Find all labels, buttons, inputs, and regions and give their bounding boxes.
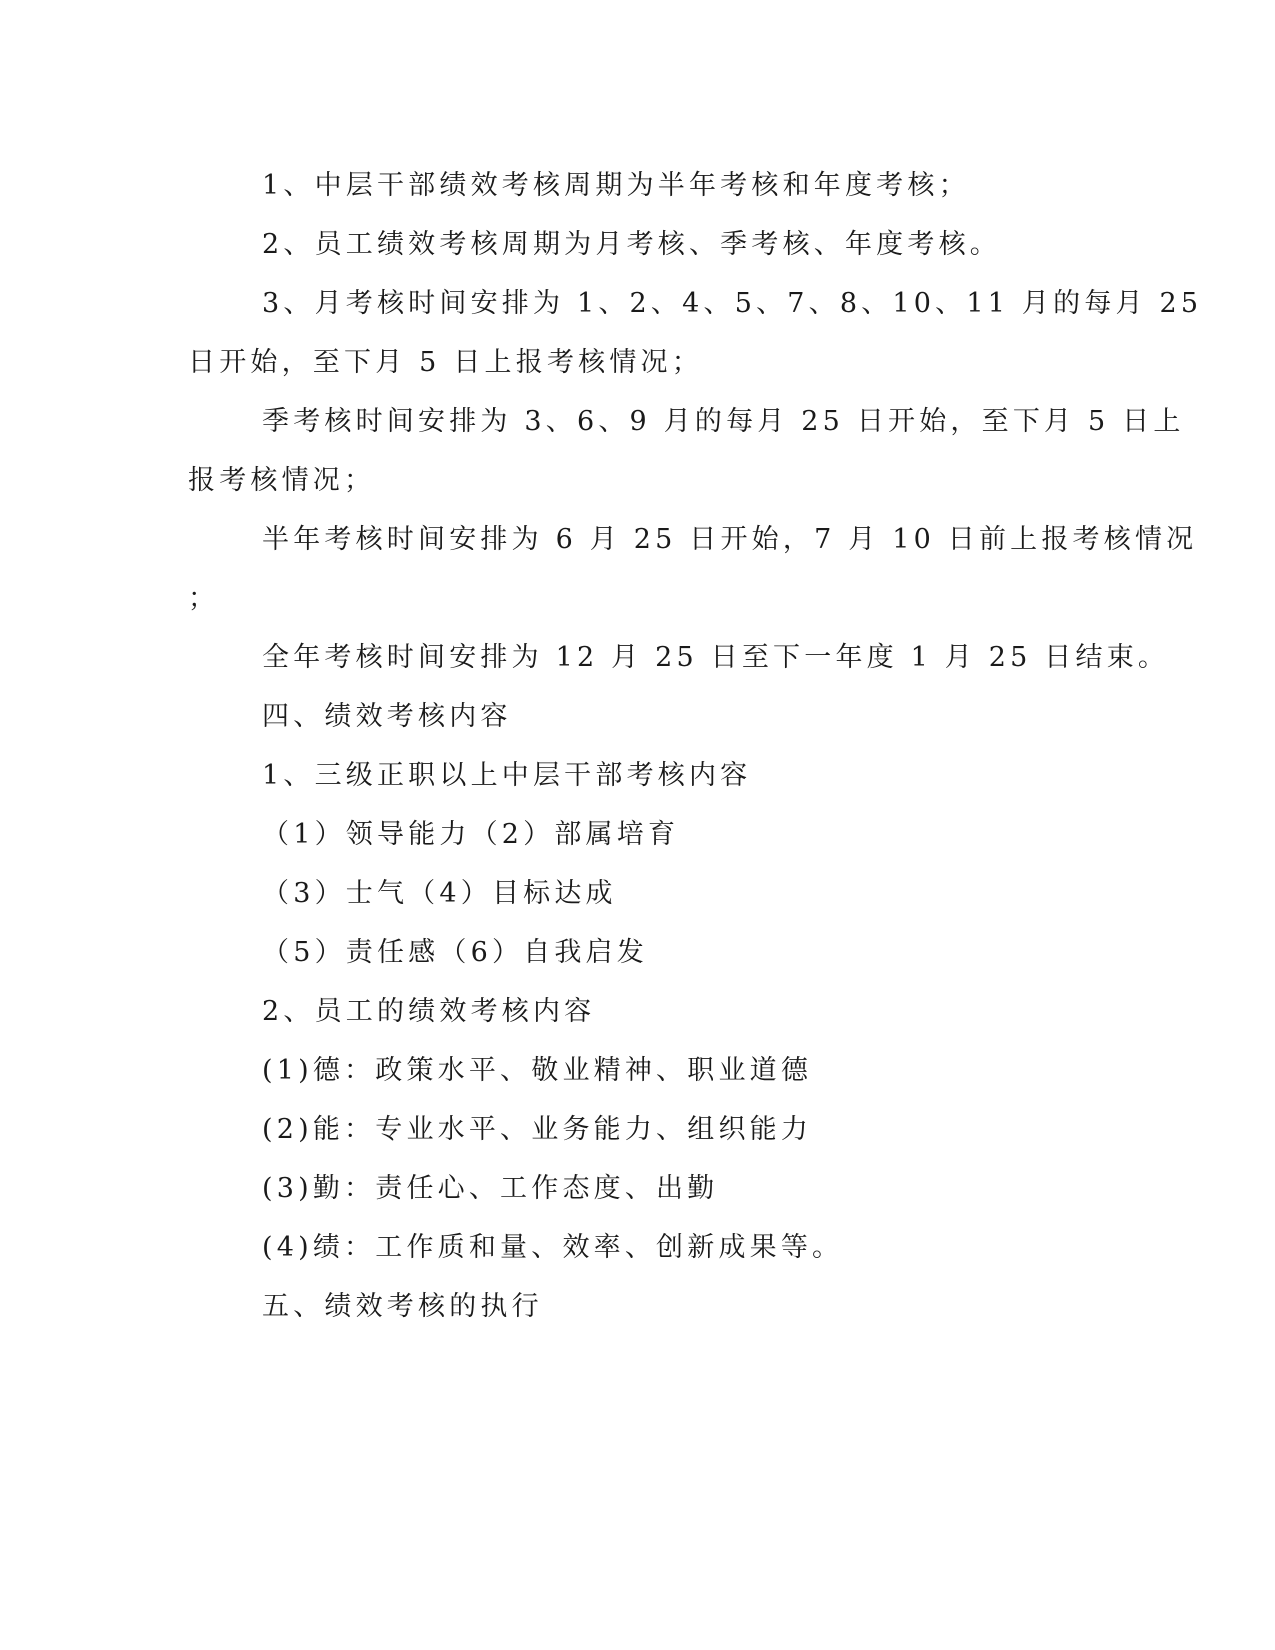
paragraph-quarterly-schedule: 季考核时间安排为 3、6、9 月的每月 25 日开始，至下月 5 日上 <box>262 406 1185 437</box>
subsection-staff-content: 2、员工的绩效考核内容 <box>262 996 596 1027</box>
section-heading-5: 五、绩效考核的执行 <box>262 1291 543 1322</box>
paragraph-monthly-schedule: 3、月考核时间安排为 1、2、4、5、7、8、10、11 月的每月 25 <box>262 288 1203 319</box>
subsection-cadre-content: 1、三级正职以上中层干部考核内容 <box>262 760 752 791</box>
list-item-cadre-3: （5）责任感（6）自我启发 <box>262 937 648 968</box>
paragraph-halfyear-schedule-cont: ； <box>188 583 220 614</box>
list-item-cadre-2: （3）士气（4）目标达成 <box>262 878 617 909</box>
paragraph-annual-schedule: 全年考核时间安排为 12 月 25 日至下一年度 1 月 25 日结束。 <box>262 642 1170 673</box>
section-heading-4: 四、绩效考核内容 <box>262 701 512 732</box>
paragraph-monthly-schedule-cont: 日开始，至下月 5 日上报考核情况； <box>188 347 703 378</box>
list-item-staff-4: (4)绩：工作质和量、效率、创新成果等。 <box>262 1232 844 1263</box>
list-item-staff-1: (1)德：政策水平、敬业精神、职业道德 <box>262 1055 813 1086</box>
list-item-staff-2: (2)能：专业水平、业务能力、组织能力 <box>262 1114 813 1145</box>
paragraph-staff-cycle: 2、员工绩效考核周期为月考核、季考核、年度考核。 <box>262 229 1001 260</box>
paragraph-quarterly-schedule-cont: 报考核情况； <box>188 465 376 496</box>
paragraph-halfyear-schedule: 半年考核时间安排为 6 月 25 日开始，7 月 10 日前上报考核情况 <box>262 524 1198 555</box>
list-item-cadre-1: （1）领导能力（2）部属培育 <box>262 819 680 850</box>
paragraph-cadre-cycle: 1、中层干部绩效考核周期为半年考核和年度考核； <box>262 170 970 201</box>
list-item-staff-3: (3)勤：责任心、工作态度、出勤 <box>262 1173 719 1204</box>
